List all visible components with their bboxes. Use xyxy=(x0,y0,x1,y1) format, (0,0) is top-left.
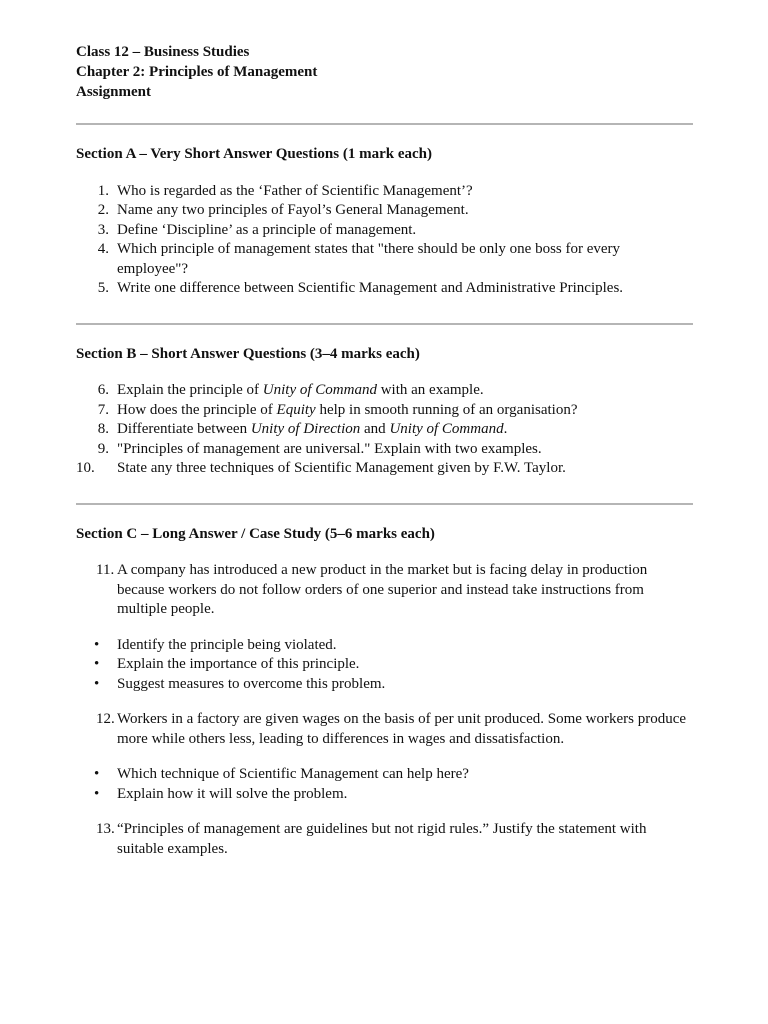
question-text: Which principle of management states that "there should be only one boss for every employee"? xyxy=(117,241,621,277)
section-b-title: Section B – Short Answer Questions (3–4 marks each) xyxy=(76,345,420,362)
question-2 xyxy=(76,201,693,221)
question-8 xyxy=(76,420,693,440)
question-number: 9. xyxy=(97,440,109,457)
question-number: 8. xyxy=(97,421,109,437)
bullet-icon: • xyxy=(94,656,100,672)
class-title: Class 12 – Business Studies xyxy=(76,44,250,60)
question-12-subparts xyxy=(76,765,693,804)
assignment-label: Assignment xyxy=(76,84,152,100)
question-5 xyxy=(76,279,693,299)
question-text-pre: Explain the principle of xyxy=(117,382,263,398)
question-1 xyxy=(76,182,693,202)
question-number: 5. xyxy=(97,280,109,296)
question-4 xyxy=(76,240,693,279)
question-6 xyxy=(76,381,693,401)
question-text-pre: How does the principle of xyxy=(117,401,277,418)
question-text: A company has introduced a new product in the market but is facing delay in production because workers do not follow orders of one superior and instead take instructions from multiple people. xyxy=(117,562,648,617)
question-12 xyxy=(76,710,693,749)
question-number: 3. xyxy=(97,221,109,238)
subpart-text: Explain how it will solve the problem. xyxy=(117,785,348,802)
subpart-text: Suggest measures to overcome this problem. xyxy=(117,675,386,692)
bullet-icon: • xyxy=(94,675,100,692)
question-number: 6. xyxy=(97,382,109,398)
question-number: 10. xyxy=(76,460,95,476)
question-7 xyxy=(76,401,693,421)
question-text-post: help in smooth running of an organisation? xyxy=(315,401,578,418)
question-text-post: . xyxy=(503,421,508,437)
question-text: Define ‘Discipline’ as a principle of management. xyxy=(117,221,417,238)
question-text: State any three techniques of Scientific Management given by F.W. Taylor. xyxy=(117,460,566,476)
question-9 xyxy=(76,440,693,460)
emphasis-term: Unity of Command xyxy=(262,382,377,398)
subpart-item xyxy=(76,765,693,785)
divider xyxy=(76,323,693,325)
emphasis-term: Unity of Command xyxy=(389,421,504,437)
section-c-title: Section C – Long Answer / Case Study (5–6 marks each) xyxy=(76,525,435,542)
question-text: Write one difference between Scientific Management and Administrative Principles. xyxy=(117,280,624,296)
question-11 xyxy=(76,561,693,620)
emphasis-term: Equity xyxy=(276,401,316,418)
subpart-item xyxy=(76,785,693,805)
subpart-text: Explain the importance of this principle. xyxy=(117,656,360,672)
bullet-icon: • xyxy=(94,766,100,782)
question-11-subparts xyxy=(76,636,693,695)
subpart-item xyxy=(76,655,693,675)
bullet-icon: • xyxy=(94,636,100,653)
question-text: Who is regarded as the ‘Father of Scientific Management’? xyxy=(117,182,473,199)
question-13 xyxy=(76,820,693,859)
question-text: "Principles of management are universal." Explain with two examples. xyxy=(117,440,542,457)
assignment-page xyxy=(76,43,693,859)
section-b-questions xyxy=(76,381,693,479)
question-number: 13. xyxy=(96,821,115,837)
question-text-mid: and xyxy=(360,421,390,437)
question-number: 1. xyxy=(97,182,109,199)
subpart-item xyxy=(76,675,693,695)
question-number: 11. xyxy=(96,562,115,578)
question-3 xyxy=(76,221,693,241)
divider xyxy=(76,503,693,505)
question-text-pre: Differentiate between xyxy=(117,421,251,437)
subpart-text: Which technique of Scientific Management can help here? xyxy=(117,766,469,782)
question-text-post: with an example. xyxy=(376,382,484,398)
question-text: “Principles of management are guidelines but not rigid rules.” Justify the statement with suitable examples. xyxy=(117,821,647,857)
subpart-text: Identify the principle being violated. xyxy=(117,636,337,653)
bullet-icon: • xyxy=(94,785,100,802)
question-number: 12. xyxy=(96,711,115,727)
chapter-title: Chapter 2: Principles of Management xyxy=(76,64,318,80)
emphasis-term: Unity of Direction xyxy=(250,421,361,437)
question-text: Workers in a factory are given wages on the basis of per unit produced. Some workers produce more while others less, leading to differences in wages and dissatisfaction. xyxy=(117,711,687,747)
divider xyxy=(76,123,693,125)
subpart-item xyxy=(76,636,693,656)
question-text: Name any two principles of Fayol’s General Management. xyxy=(117,202,469,218)
question-number: 7. xyxy=(97,401,109,418)
question-number: 2. xyxy=(97,202,109,218)
section-a-title: Section A – Very Short Answer Questions (1 mark each) xyxy=(76,146,432,162)
question-10 xyxy=(76,459,693,479)
section-a-questions xyxy=(76,182,693,299)
question-number: 4. xyxy=(97,241,109,257)
